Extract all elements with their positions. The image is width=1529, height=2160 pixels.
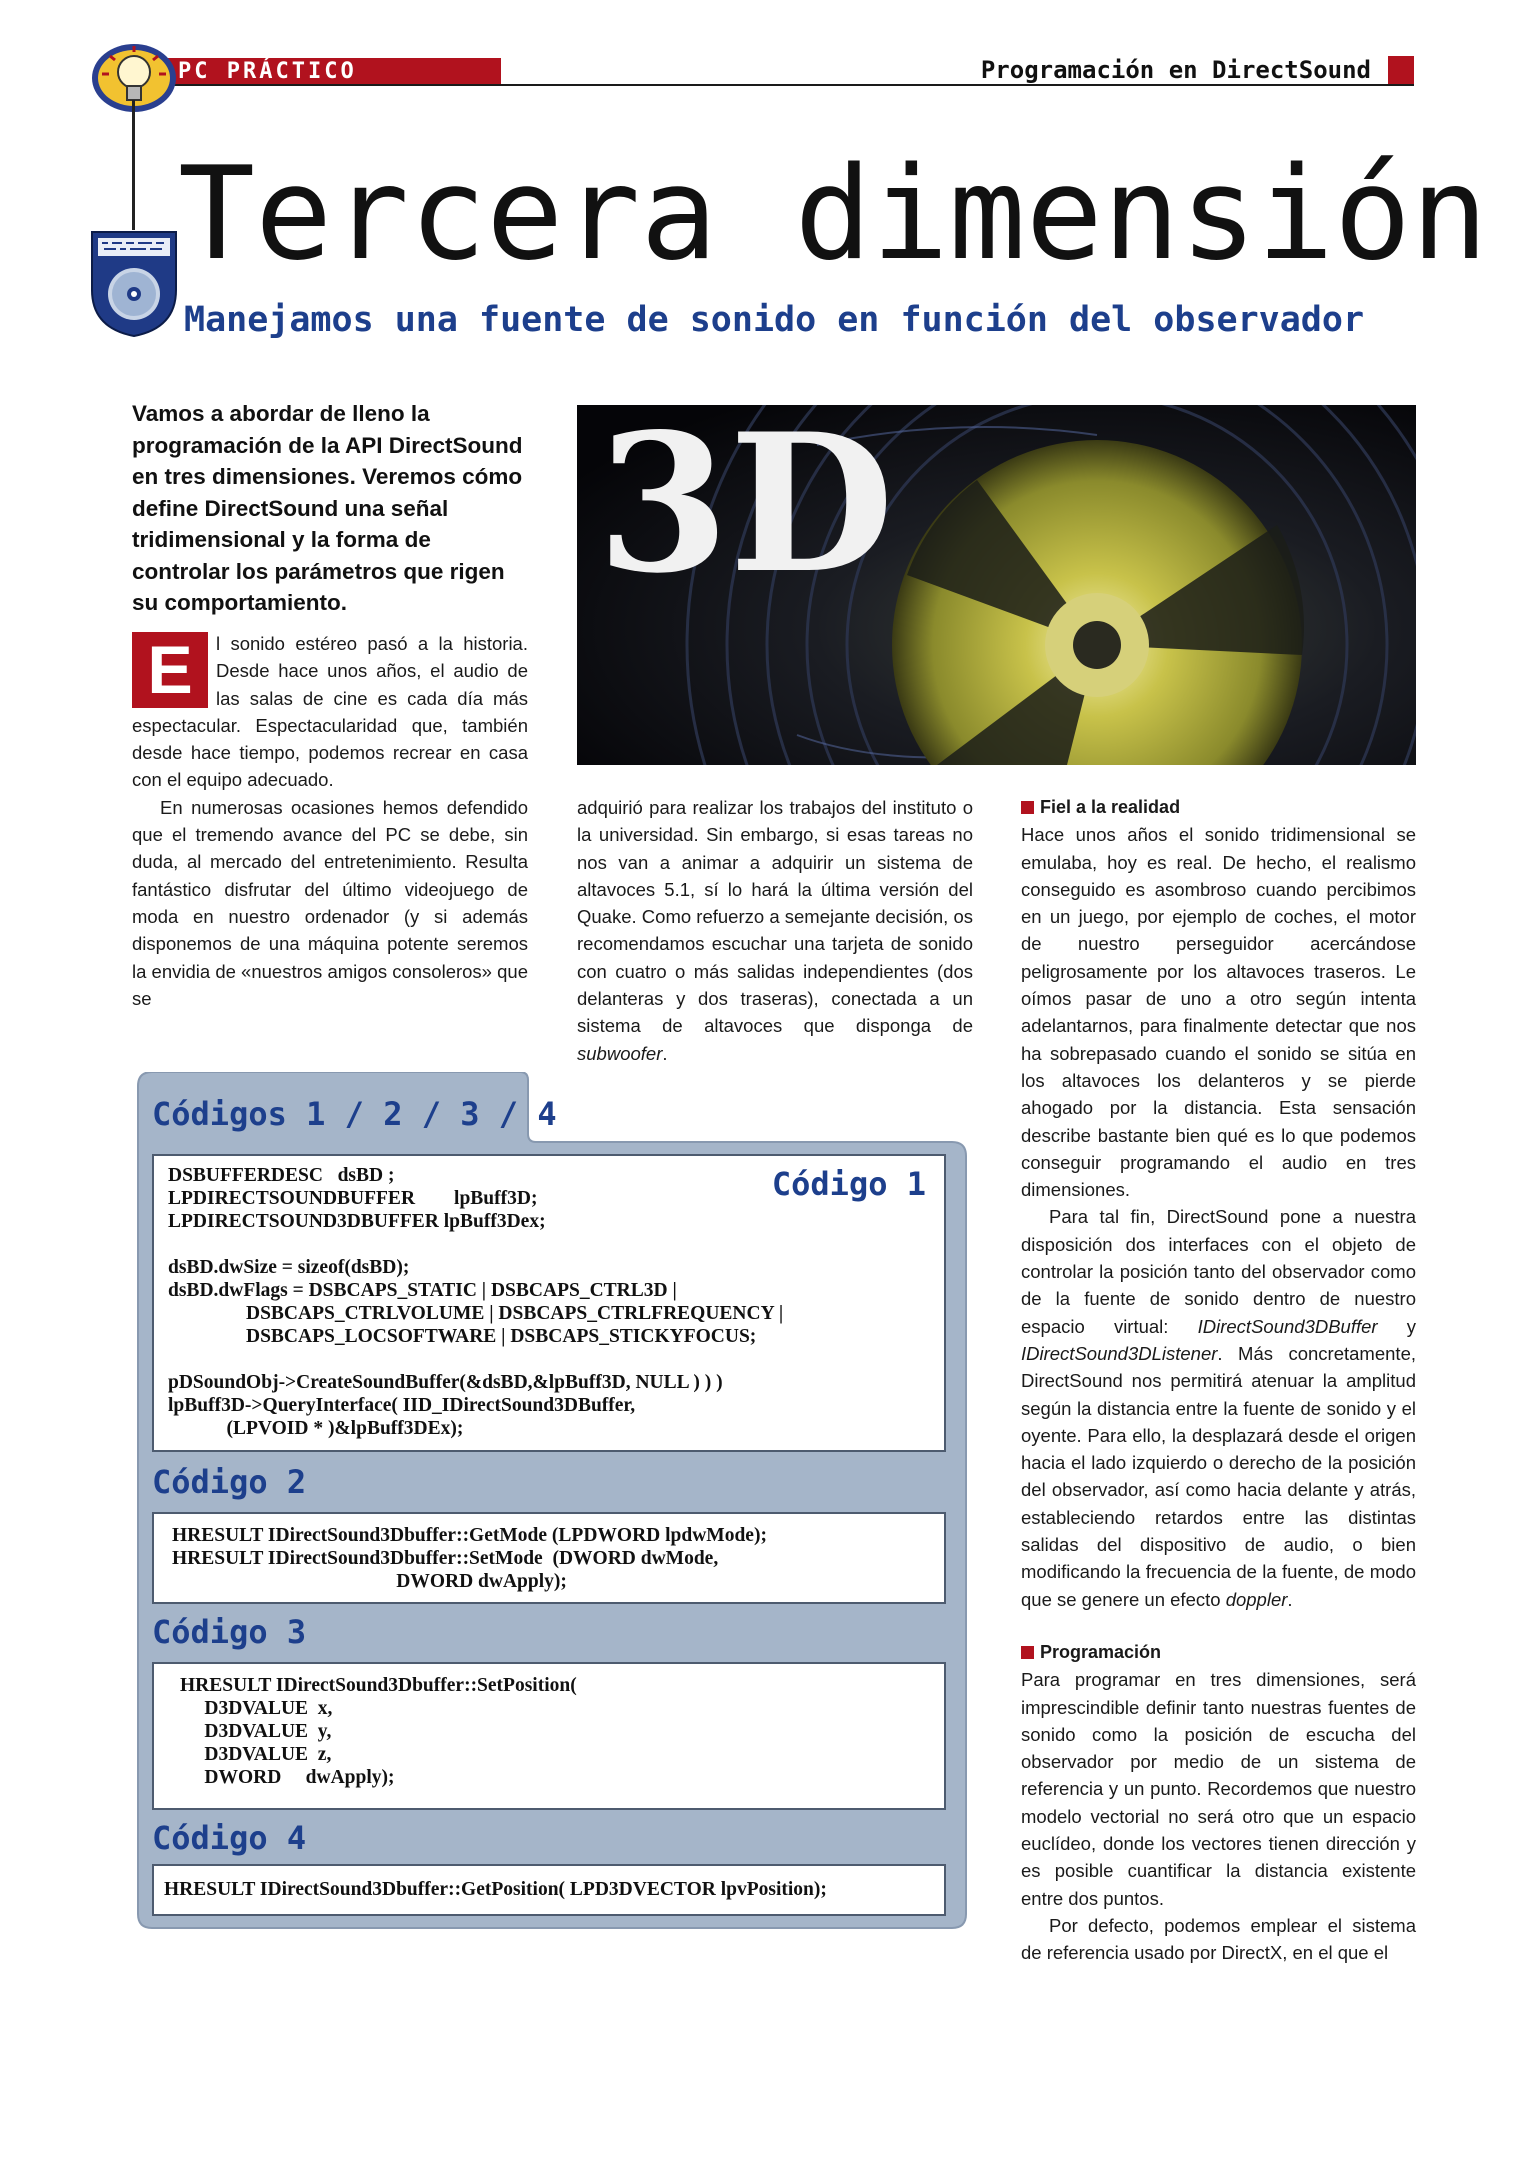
code-block-1: DSBUFFERDESC dsBD ; LPDIRECTSOUNDBUFFER lpBuff3D; LPDIRECTSOUND3DBUFFER lpBuff3Dex; dsBD.dwSize = sizeof(dsBD); dsBD.dwFlags = DSBCAPS_STATIC | DSBCAPS_CTRL3D | DSBCAPS_CTRLVOLUME | DSBCAPS_CTRLFREQUENCY | DSBCAPS_LOCSOFTWARE | DSBCAPS_STICKYFOCUS; pDSoundObj->CreateSoundBuffer(&dsBD,&lpBuff3D, NULL ) ) ) lpBuff3D->QueryInterface( IID_IDirectSound3DBuffer, (LPVOID * )&lpBuff3DEx); bbox=[168, 1165, 784, 1439]
col1-paragraph-1: l sonido estéreo pasó a la historia. Desde hace unos años, el audio de las salas de cine es cada día más espectacular. Espectacularidad que, también desde hace tiempo, podemos recrear en casa con el equipo adecuado. bbox=[132, 633, 528, 791]
col3-paragraph-4: Por defecto, podemos emplear el sistema de referencia usado por DirectX, en el que el bbox=[1021, 1914, 1416, 1964]
column-2 bbox=[577, 794, 973, 1067]
code-box-3 bbox=[152, 1662, 946, 1810]
image-3d-text: 3D bbox=[597, 405, 894, 615]
column-3 bbox=[1021, 794, 1416, 1966]
page-subtitle: Manejamos una fuente de sonido en función del observador bbox=[184, 300, 1365, 340]
cd-shield-icon bbox=[90, 230, 178, 338]
section-heading-programacion: Programación bbox=[1021, 1639, 1416, 1666]
section-heading-fiel: Fiel a la realidad bbox=[1021, 794, 1416, 821]
bullet-square-icon bbox=[1021, 1646, 1034, 1659]
badge-connector bbox=[132, 100, 135, 230]
header-square bbox=[1388, 56, 1414, 84]
intro-lead: Vamos a abordar de lleno la programación de la API DirectSound en tres dimensiones. Veremos cómo define DirectSound una señal tridimensional y la forma de controlar los parámetros que rigen su comportamiento. bbox=[132, 401, 523, 615]
topic-label: Programación en DirectSound bbox=[980, 56, 1371, 84]
hero-image-3d bbox=[577, 405, 1416, 765]
col3-paragraph-3: Para programar en tres dimensiones, será imprescindible definir tanto nuestras fuentes de sonido como la posición de escucha del observador por medio de un sistema de referencia y un punto. Recordemos que nuestro modelo vectorial no será otro que un espacio euclídeo, donde los vectores tienen dirección y es posible cuantificar la distancia existente entre dos puntos. bbox=[1021, 1669, 1416, 1909]
col2-paragraph-1: adquirió para realizar los trabajos del instituto o la universidad. Sin embargo, si esas tareas no nos van a animar a adquirir un sistema de altavoces 5.1, sí lo hará la última versión del Quake. Como refuerzo a semejante decisión, os recomendamos escuchar una tarjeta de sonido con cuatro o más salidas independientes (dos delanteras y dos traseras), conectada a un sistema de altavoces que disponga de subwoofer. bbox=[577, 797, 973, 1064]
drop-cap: E bbox=[132, 632, 208, 708]
code-3-title: Código 3 bbox=[152, 1613, 307, 1651]
code-4-title: Código 4 bbox=[152, 1819, 307, 1857]
page-title: Tercera dimensión bbox=[178, 140, 1489, 289]
col3-paragraph-2: Para tal fin, DirectSound pone a nuestra disposición dos interfaces con el objeto de controlar la posición tanto del observador como de la fuente de sonido dentro de nuestro espacio virtual: IDirectSound3DBuffer y IDirectSound3DListener. Más concretamente, DirectSound nos permitirá atenuar la amplitud según la distancia entre la fuente de sonido y el oyente. Para ello, la desplazará desde el origen hacia el lado izquierdo o derecho de la posición del observador, así como hacia delante y atrás, estableciendo retardos entre las distintas salidas del dispositivo de audio, o bien modificando la frecuencia de la fuente, de modo que se genere un efecto doppler. bbox=[1021, 1206, 1417, 1610]
bullet-square-icon bbox=[1021, 801, 1034, 814]
code-block-3: HRESULT IDirectSound3Dbuffer::SetPosition( D3DVALUE x, D3DVALUE y, D3DVALUE z, DWORD dwApply); bbox=[180, 1675, 577, 1788]
code-box-4 bbox=[152, 1864, 946, 1916]
code-box-1 bbox=[152, 1154, 946, 1452]
col1-paragraph-2: En numerosas ocasiones hemos defendido que el tremendo avance del PC se debe, sin duda, al mercado del entretenimiento. Resulta fantástico disfrutar del último videojuego de moda en nuestro ordenador (y si además disponemos de una máquina potente seremos la envidia de «nuestros amigos consoleros» que se bbox=[132, 796, 528, 1009]
code-block-2: HRESULT IDirectSound3Dbuffer::GetMode (LPDWORD lpdwMode); HRESULT IDirectSound3Dbuffer::SetMode (DWORD dwMode, DWORD dwApply); bbox=[172, 1525, 767, 1592]
code-1-title: Código 1 bbox=[771, 1165, 926, 1203]
col3-paragraph-1: Hace unos años el sonido tridimensional se emulaba, hoy es real. De hecho, el realismo conseguido es asombroso cuando percibimos en un juego, por ejemplo de coches, el motor de nuestro perseguidor acercándose peligrosamente por los altavoces traseros. Le oímos pasar de uno a otro según intenta adelantarnos, para finalmente detectar que nos ha sobrepasado cuando el sonido se sitúa en los altavoces los delanteros y se pierde ahogado por la distancia. Esta sensación describe bastante bien qué es lo que podemos conseguir programando el audio en tres dimensiones. bbox=[1021, 824, 1416, 1201]
column-1 bbox=[132, 630, 528, 1012]
codes-panel-title: Códigos 1 / 2 / 3 / 4 bbox=[152, 1095, 557, 1133]
code-2-title: Código 2 bbox=[152, 1463, 307, 1501]
code-block-4: HRESULT IDirectSound3Dbuffer::GetPosition( LPD3DVECTOR lpvPosition); bbox=[164, 1879, 827, 1900]
section-label: PC PRÁCTICO bbox=[178, 59, 357, 84]
code-box-2 bbox=[152, 1512, 946, 1604]
